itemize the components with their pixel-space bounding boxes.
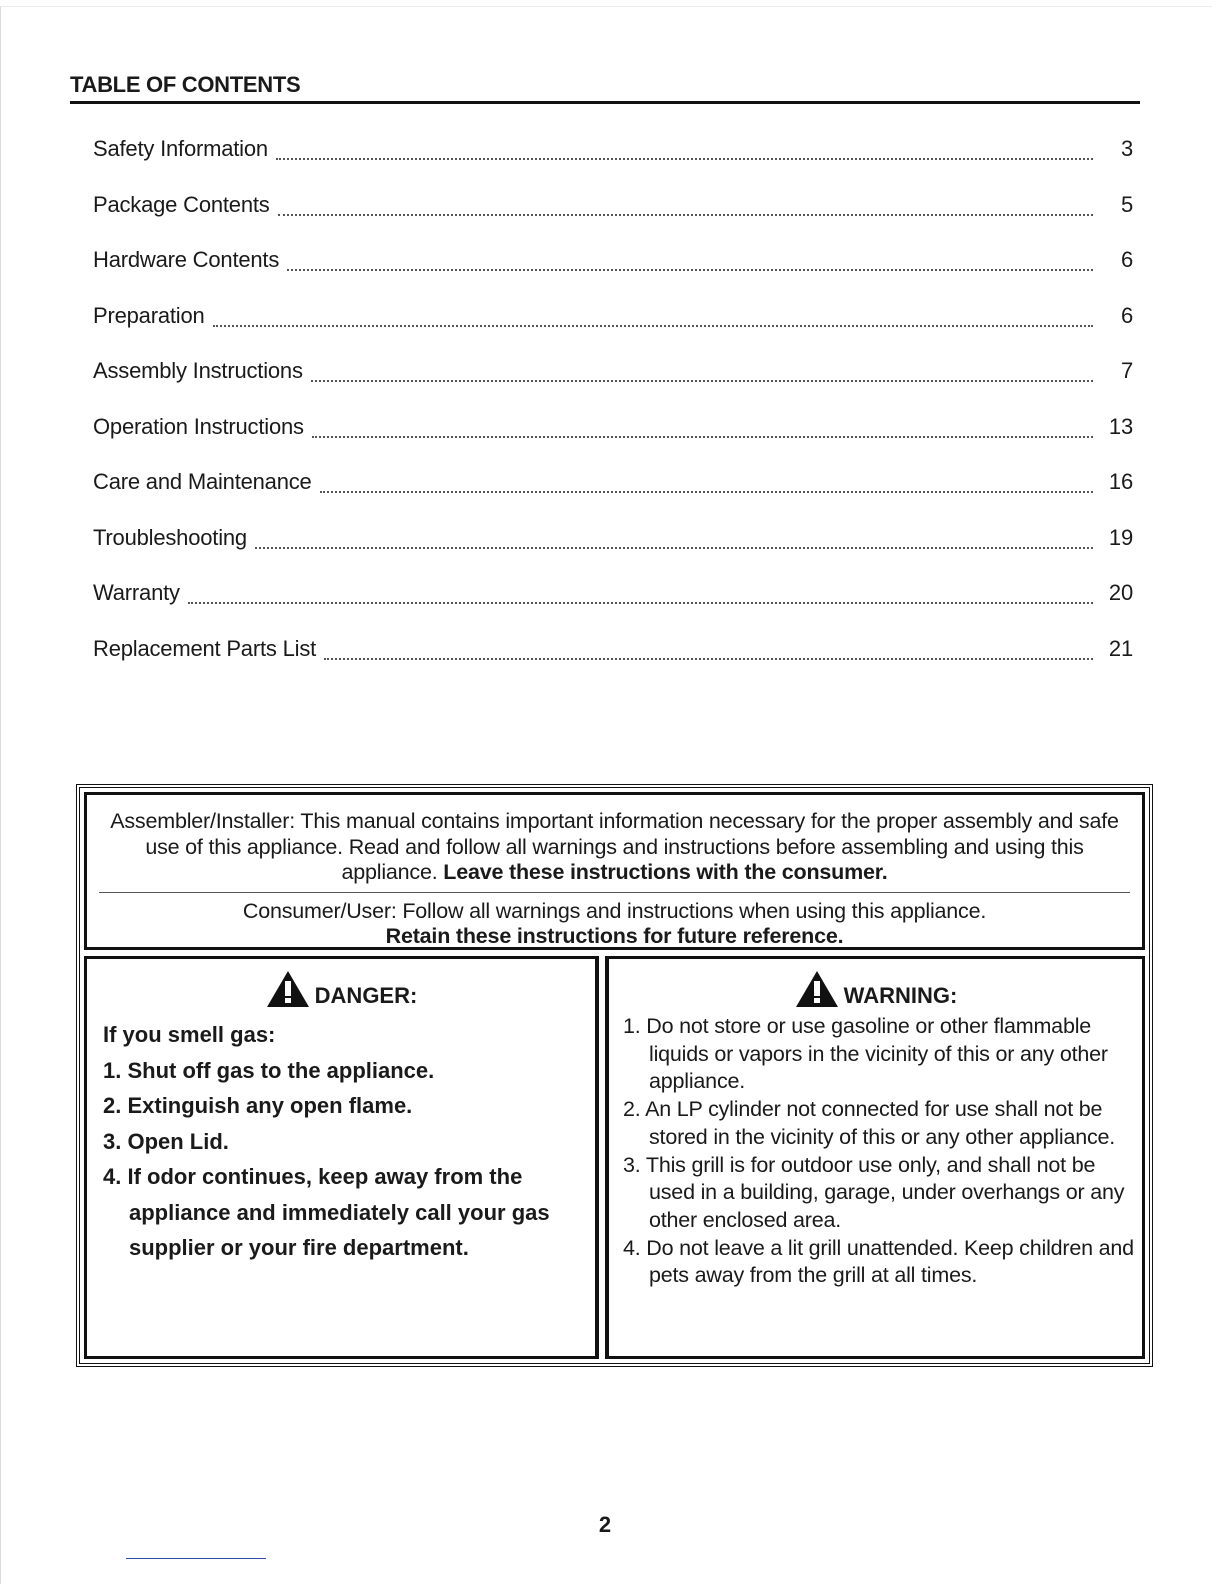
toc-entry-page: 5 — [1120, 191, 1133, 217]
toc-entry-page: 6 — [1120, 247, 1133, 272]
warning-list — [623, 1013, 1142, 1290]
toc-entry-hardware-contents[interactable] — [93, 247, 1133, 303]
toc-entry-title: Preparation — [93, 303, 213, 329]
danger-item: 4. If odor continues, keep away from the appliance and immediately call your gas supplier or your fire department. — [103, 1164, 550, 1260]
danger-intro: If you smell gas: — [103, 1022, 276, 1047]
column-divider — [598, 956, 606, 1359]
toc-entry-title: Troubleshooting — [93, 525, 255, 551]
toc-entry-page: 3 — [1120, 136, 1133, 161]
warning-triangle-icon — [794, 969, 840, 1009]
danger-panel — [84, 956, 598, 1359]
toc-entry-title: Safety Information — [93, 136, 276, 162]
notice-divider — [99, 892, 1130, 893]
toc-leader-dots — [255, 529, 1093, 549]
toc-leader-dots — [287, 251, 1093, 271]
danger-list — [103, 1017, 595, 1266]
consumer-bold-text: Retain these instructions for future reference. — [385, 924, 844, 948]
warning-item: 3. This grill is for outdoor use only, and shall not be used in a building, garage, under overhangs or any other enclosed area. — [623, 1152, 1125, 1232]
toc-entry-troubleshooting[interactable] — [93, 525, 1133, 581]
safety-notice-box — [76, 784, 1153, 1367]
warning-panel — [606, 956, 1145, 1359]
danger-item: 1. Shut off gas to the appliance. — [103, 1057, 435, 1083]
toc-leader-dots — [188, 584, 1093, 604]
toc-entry-title: Hardware Contents — [93, 247, 287, 273]
toc-entry-page: 21 — [1108, 635, 1133, 661]
toc-entry-title: Package Contents — [93, 192, 278, 218]
toc-heading: TABLE OF CONTENTS — [70, 72, 301, 97]
toc-entry-page: 7 — [1120, 358, 1133, 383]
warning-title: WARNING: — [843, 983, 958, 1008]
toc-entry-assembly[interactable] — [93, 358, 1133, 414]
instructions-notice — [84, 792, 1145, 950]
danger-header — [87, 969, 595, 1009]
toc-entry-warranty[interactable] — [93, 580, 1133, 636]
toc-entry-title: Replacement Parts List — [93, 636, 324, 662]
toc-leader-dots — [324, 640, 1093, 660]
toc-entry-replacement-parts[interactable] — [93, 636, 1133, 692]
toc-entry-title: Assembly Instructions — [93, 358, 311, 384]
danger-item: 3. Open Lid. — [103, 1128, 229, 1154]
toc-leader-dots — [311, 362, 1093, 382]
toc-entry-page: 6 — [1120, 302, 1133, 328]
warning-item: 4. Do not leave a lit grill unattended. Keep children and pets away from the grill at all times. — [623, 1235, 1134, 1288]
toc-entry-operation[interactable] — [93, 414, 1133, 470]
toc-entry-care[interactable] — [93, 469, 1133, 525]
assembler-paragraph — [99, 809, 1130, 886]
toc-list — [93, 136, 1133, 691]
toc-leader-dots — [278, 196, 1093, 216]
toc-entry-safety[interactable] — [93, 136, 1133, 192]
consumer-text: Consumer/User: Follow all warnings and instructions when using this appliance. — [242, 898, 987, 923]
page-number: 2 — [598, 1512, 612, 1537]
toc-leader-dots — [276, 140, 1093, 160]
toc-entry-preparation[interactable] — [93, 303, 1133, 359]
danger-item: 2. Extinguish any open flame. — [103, 1093, 413, 1118]
toc-entry-page: 13 — [1108, 413, 1133, 439]
assembler-text: Assembler/Installer: This manual contains important information necessary for the proper assembly and safe use of this appliance. Read and follow all warnings and instructions before assembling and using this appliance. — [110, 809, 1119, 884]
warning-item: 2. An LP cylinder not connected for use shall not be stored in the vicinity of this or any other appliance. — [623, 1097, 1116, 1149]
danger-title: DANGER: — [314, 983, 418, 1008]
warning-triangle-icon — [265, 969, 311, 1009]
toc-leader-dots — [312, 418, 1093, 438]
toc-entry-page: 16 — [1108, 469, 1133, 494]
consumer-paragraph — [99, 899, 1130, 950]
toc-leader-dots — [320, 473, 1093, 493]
assembler-bold-text: Leave these instructions with the consumer. — [443, 860, 888, 884]
toc-entry-page: 20 — [1108, 580, 1133, 605]
toc-rule — [70, 101, 1140, 104]
toc-entry-page: 19 — [1108, 524, 1133, 550]
toc-entry-title: Warranty — [93, 580, 188, 606]
toc-entry-package-contents[interactable] — [93, 192, 1133, 248]
warning-item: 1. Do not store or use gasoline or other flammable liquids or vapors in the vicinity of this or any other appliance. — [623, 1014, 1108, 1094]
toc-leader-dots — [213, 307, 1093, 327]
warning-header — [609, 969, 1142, 1009]
toc-entry-title: Care and Maintenance — [93, 469, 320, 495]
toc-entry-title: Operation Instructions — [93, 414, 312, 440]
footer-line — [126, 1558, 266, 1559]
